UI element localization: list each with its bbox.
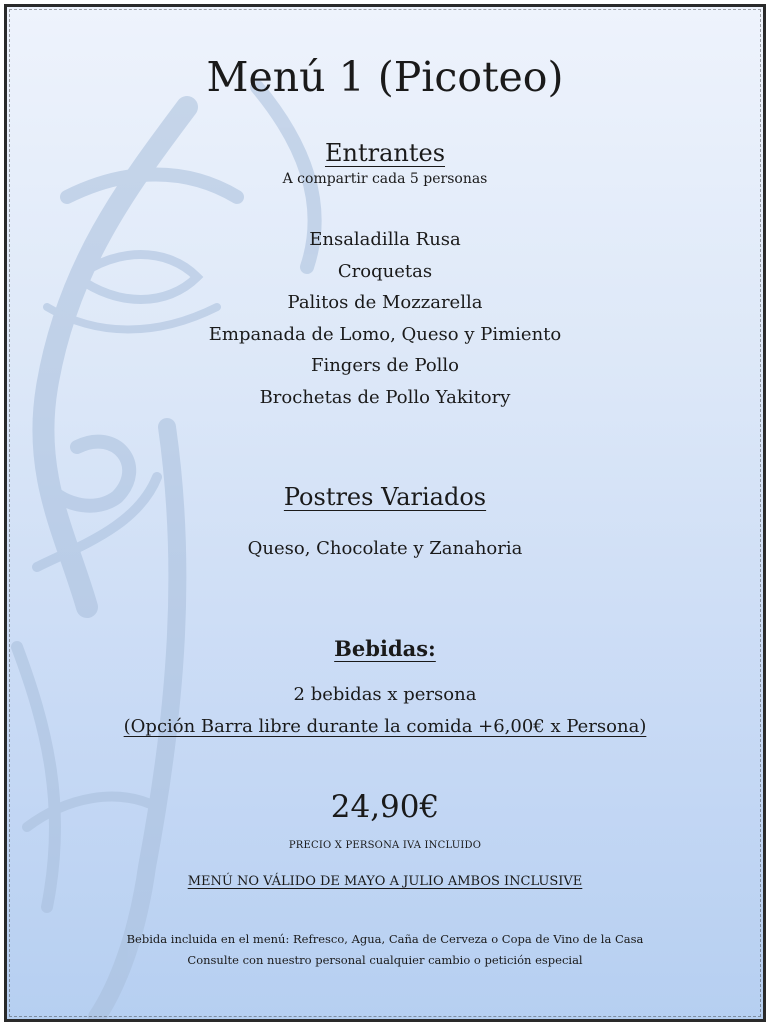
menu-item: Empanada de Lomo, Queso y Pimiento bbox=[208, 323, 562, 345]
postres-text: Queso, Chocolate y Zanahoria bbox=[247, 538, 523, 559]
price: 24,90€ bbox=[330, 789, 440, 825]
menu-item: Palitos de Mozzarella bbox=[287, 292, 483, 313]
menu-page bbox=[4, 4, 766, 1022]
menu-item: Fingers de Pollo bbox=[310, 355, 460, 376]
entrantes-heading: Entrantes bbox=[324, 139, 446, 167]
bebidas-heading: Bebidas: bbox=[334, 636, 436, 661]
menu-item: Croquetas bbox=[337, 260, 433, 282]
price-note: PRECIO X PERSONA IVA INCLUIDO bbox=[288, 840, 482, 851]
menu-item: Ensaladilla Rusa bbox=[309, 229, 461, 250]
validity-notice: MENÚ NO VÁLIDO DE MAYO A JULIO AMBOS INCLUSIVE bbox=[187, 874, 583, 889]
menu-item: Brochetas de Pollo Yakitory bbox=[259, 386, 511, 408]
menu-title: Menú 1 (Picoteo) bbox=[206, 53, 564, 101]
postres-heading: Postres Variados bbox=[283, 483, 487, 511]
menu-content bbox=[7, 7, 763, 1019]
footer bbox=[7, 929, 763, 971]
footer-line-2: Consulte con nuestro personal cualquier cambio o petición especial bbox=[187, 953, 583, 967]
entrantes-list bbox=[7, 224, 763, 413]
bebidas-line-1: 2 bebidas x persona bbox=[293, 684, 477, 705]
bebidas-line-2: (Opción Barra libre durante la comida +6,00€ x Persona) bbox=[123, 716, 647, 737]
entrantes-note: A compartir cada 5 personas bbox=[282, 171, 488, 187]
footer-line-1: Bebida incluida en el menú: Refresco, Agua, Caña de Cerveza o Copa de Vino de la Casa bbox=[126, 932, 644, 946]
